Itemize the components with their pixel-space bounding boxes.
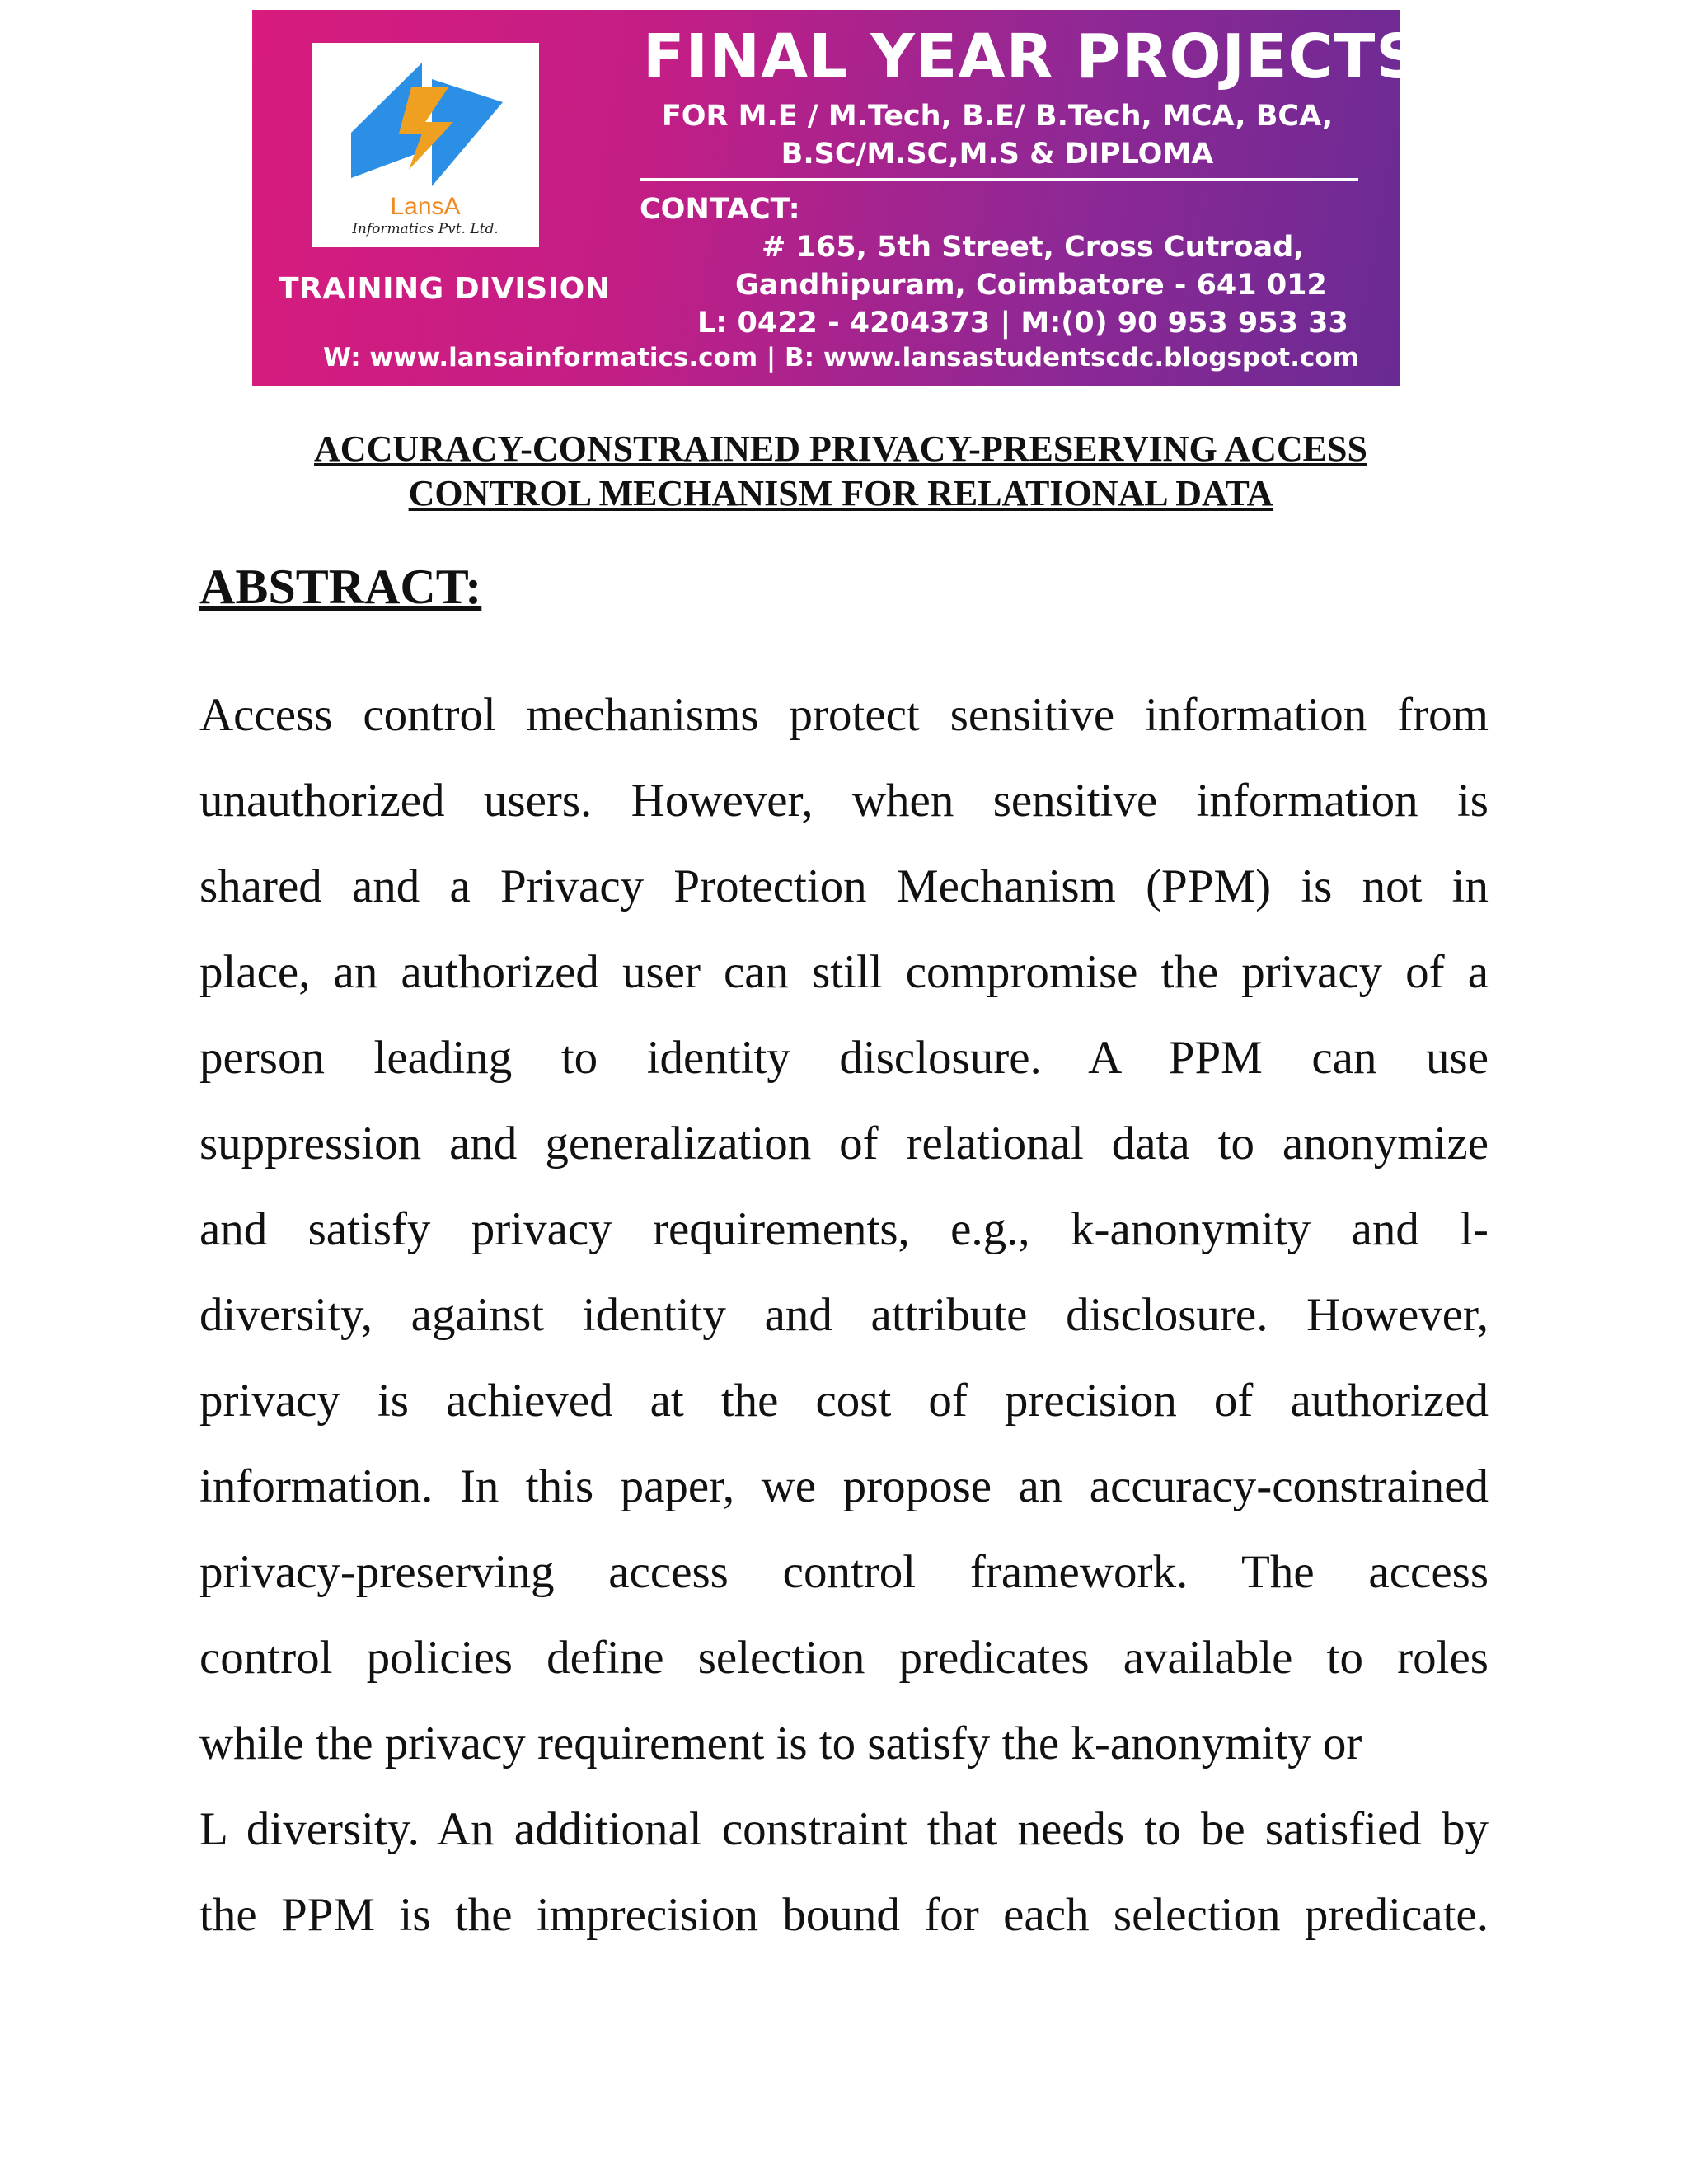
- abstract-line: information. In this paper, we propose an accuracy-constrained: [199, 1460, 1489, 1512]
- lansa-logo-icon: [333, 54, 518, 194]
- title-line-1: ACCURACY-CONSTRAINED PRIVACY-PRESERVING ACCESS: [314, 429, 1367, 469]
- abstract-line: unauthorized users. However, when sensitive information is: [199, 775, 1489, 827]
- abstract-line: shared and a Privacy Protection Mechanism (PPM) is not in: [199, 860, 1489, 912]
- logo-tagline: Informatics Pvt. Ltd.: [352, 221, 499, 237]
- abstract-line: control policies define selection predicates available to roles: [199, 1632, 1489, 1684]
- phone-line: L: 0422 - 4204373 | M:(0) 90 953 953 33: [697, 307, 1348, 340]
- abstract-line: suppression and generalization of relational data to anonymize: [199, 1118, 1489, 1169]
- logo-name: LansA: [390, 193, 461, 220]
- training-division-label: TRAINING DIVISION: [279, 272, 611, 306]
- company-logo: [312, 43, 539, 247]
- document-title: [247, 427, 1434, 516]
- address-line-1: # 165, 5th Street, Cross Cutroad,: [762, 231, 1305, 264]
- address-line-2: Gandhipuram, Coimbatore - 641 012: [735, 269, 1327, 302]
- abstract-line: diversity, against identity and attribute disclosure. However,: [199, 1289, 1489, 1341]
- banner-divider: [640, 178, 1358, 181]
- abstract-line: L diversity. An additional constraint that needs to be satisfied by: [199, 1803, 1489, 1855]
- website-line: W: www.lansainformatics.com | B: www.lansastudentscdc.blogspot.com: [323, 343, 1359, 373]
- abstract-line: while the privacy requirement is to satisfy the k-anonymity or: [199, 1718, 1362, 1769]
- banner-courses: [643, 97, 1352, 173]
- courses-line-1: FOR M.E / M.Tech, B.E/ B.Tech, MCA, BCA,: [661, 100, 1334, 133]
- header-banner: [252, 10, 1421, 386]
- abstract-line: privacy-preserving access control framework. The access: [199, 1546, 1489, 1598]
- banner-title: FINAL YEAR PROJECTS: [643, 21, 1421, 92]
- abstract-line: the PPM is the imprecision bound for each selection predicate.: [199, 1889, 1489, 1941]
- abstract-heading: ABSTRACT:: [199, 560, 482, 614]
- abstract-line: privacy is achieved at the cost of precision of authorized: [199, 1375, 1489, 1427]
- contact-label: CONTACT:: [640, 193, 800, 226]
- abstract-body: [199, 673, 1489, 1958]
- title-line-2: CONTROL MECHANISM FOR RELATIONAL DATA: [408, 473, 1273, 513]
- courses-line-2: B.SC/M.SC,M.S & DIPLOMA: [781, 138, 1214, 171]
- abstract-line: and satisfy privacy requirements, e.g., k-anonymity and l-: [199, 1203, 1489, 1255]
- abstract-line: person leading to identity disclosure. A PPM can use: [199, 1032, 1489, 1084]
- abstract-line: place, an authorized user can still compromise the privacy of a: [199, 946, 1489, 998]
- abstract-line: Access control mechanisms protect sensitive information from: [199, 689, 1489, 741]
